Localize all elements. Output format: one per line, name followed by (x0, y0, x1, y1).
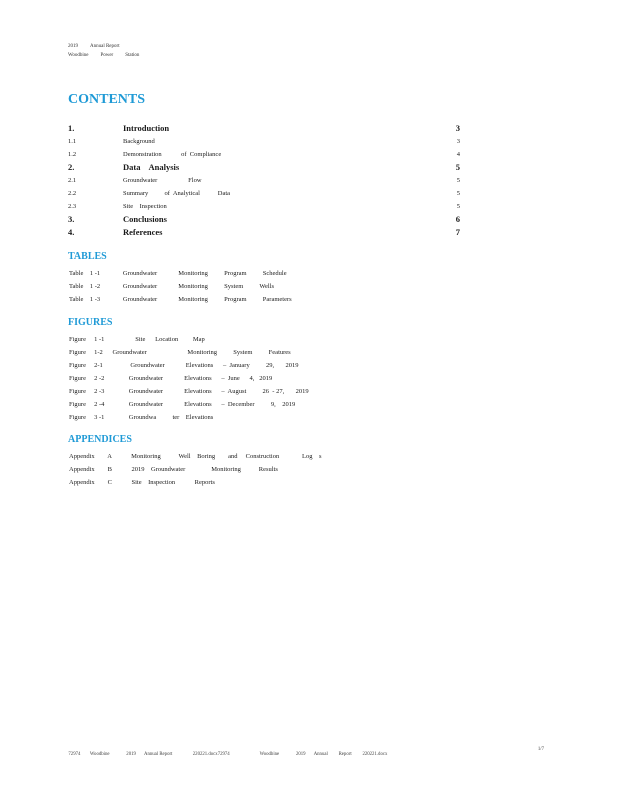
toc-entry-page: 3 (455, 123, 460, 133)
figure-list-item[interactable]: Figure 1-2 Groundwater Monitoring System Features (69, 349, 291, 356)
toc-entry-number: 2. (68, 162, 75, 172)
contents-title: CONTENTS (68, 92, 146, 107)
appendix-list-item[interactable]: Appendix B 2019 Groundwater Monitoring Results (69, 466, 278, 473)
figure-list-item[interactable]: Figure 1 -1 Site Location Map (69, 336, 205, 343)
toc-entry-title: Conclusions (123, 214, 167, 224)
toc-entry-title: Data Analysis (123, 162, 180, 172)
table-of-contents (68, 122, 460, 239)
header-site-2: Power (100, 53, 114, 58)
tables-list (69, 267, 292, 306)
page-footer (66, 747, 544, 762)
table-list-item[interactable]: Table 1 -1 Groundwater Monitoring Program Schedule (69, 270, 287, 277)
toc-entry-number: 1. (68, 123, 75, 133)
figures-title: FIGURES (68, 317, 113, 328)
figures-list (69, 333, 309, 424)
appendix-list-item[interactable]: Appendix C Site Inspection Reports (69, 479, 215, 486)
toc-entry[interactable] (68, 213, 460, 226)
toc-entry-number: 2.1 (68, 177, 77, 184)
toc-entry-number: 4. (68, 227, 75, 237)
appendices-list (69, 450, 322, 489)
toc-entry[interactable] (68, 135, 460, 148)
toc-entry-page: 7 (455, 227, 460, 237)
figure-list-item[interactable]: Figure 2 -2 Groundwater Elevations – June 4, 2019 (69, 375, 273, 382)
toc-entry[interactable] (68, 122, 460, 135)
header-line-2 (68, 51, 151, 60)
appendix-list-item[interactable]: Appendix A Monitoring Well Boring and Construction Log s (69, 453, 322, 460)
toc-entry-title: Site Inspection (123, 203, 167, 210)
tables-title: TABLES (68, 251, 107, 262)
toc-entry-page: 5 (456, 190, 460, 197)
footer-page-number: 1/7 (537, 747, 544, 752)
toc-entry[interactable] (68, 200, 460, 213)
toc-entry-page: 6 (455, 214, 460, 224)
toc-entry-number: 3. (68, 214, 75, 224)
toc-entry[interactable] (68, 226, 460, 239)
footer-text: 72974 Woodbine 2019 Annual Report 220221.docx72974 Woodbine 2019 Annual Report 220221.docx (68, 752, 388, 757)
toc-entry-title: Demonstration of Compliance (123, 151, 222, 158)
toc-entry-title: Groundwater Flow (123, 177, 202, 184)
figure-list-item[interactable]: Figure 2 -4 Groundwater Elevations – December 9, 2019 (69, 401, 296, 408)
appendices-title: APPENDICES (68, 434, 132, 445)
toc-entry[interactable] (68, 148, 460, 161)
toc-entry-page: 5 (456, 177, 460, 184)
toc-entry[interactable] (68, 187, 460, 200)
toc-entry-page: 4 (456, 151, 460, 158)
toc-entry[interactable] (68, 174, 460, 187)
figure-list-item[interactable]: Figure 3 -1 Groundwa ter Elevations (69, 414, 214, 421)
toc-entry-page: 3 (456, 138, 460, 145)
table-list-item[interactable]: Table 1 -2 Groundwater Monitoring System Wells (69, 283, 275, 290)
toc-entry-page: 5 (455, 162, 460, 172)
toc-entry-number: 2.2 (68, 190, 77, 197)
header-line-1 (68, 42, 151, 51)
figure-list-item[interactable]: Figure 2 -3 Groundwater Elevations – August 26 - 27, 2019 (69, 388, 309, 395)
toc-entry-title: Introduction (123, 123, 170, 133)
toc-entry-number: 1.1 (68, 138, 77, 145)
toc-entry-title: References (123, 227, 163, 237)
figure-list-item[interactable]: Figure 2-1 Groundwater Elevations – January 29, 2019 (69, 362, 299, 369)
toc-entry-title: Summary of Analytical Data (123, 190, 231, 197)
header-site-1: Woodbine (68, 53, 89, 58)
toc-entry-page: 5 (456, 203, 460, 210)
toc-entry-title: Background (123, 138, 155, 145)
header-year: 2019 (68, 44, 78, 49)
page-header (68, 42, 151, 60)
toc-entry-number: 2.3 (68, 203, 77, 210)
header-report: Annual Report (90, 44, 120, 49)
header-site-3: Station (125, 53, 140, 58)
toc-entry[interactable] (68, 161, 460, 174)
table-list-item[interactable]: Table 1 -3 Groundwater Monitoring Program Parameters (69, 296, 292, 303)
toc-entry-number: 1.2 (68, 151, 77, 158)
